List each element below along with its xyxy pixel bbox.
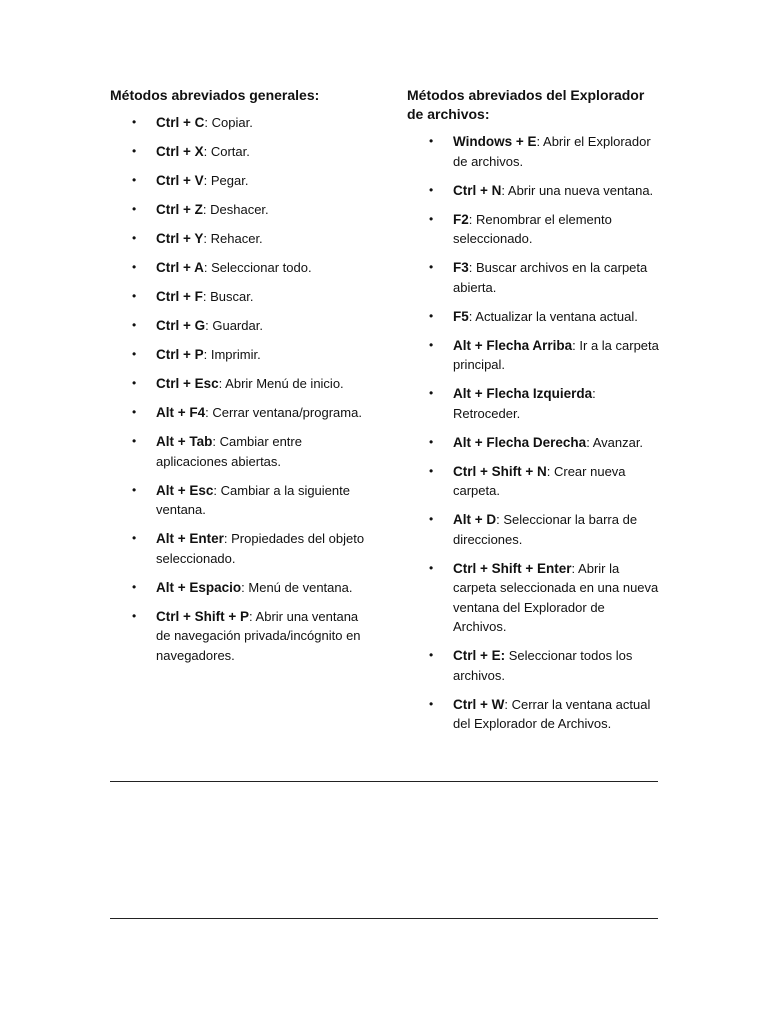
shortcut-description: : Abrir una nueva ventana. [501, 182, 654, 198]
shortcut-item [407, 695, 659, 734]
shortcut-keys: Ctrl + A [156, 260, 204, 275]
bullet-icon: • [429, 463, 434, 478]
shortcut-description: : Renombrar el elemento seleccionado. [453, 211, 612, 246]
bullet-icon: • [132, 231, 137, 245]
shortcut-item [407, 646, 659, 685]
horizontal-rule [110, 918, 658, 919]
shortcut-item [110, 316, 372, 336]
explorer-shortcuts-heading: Métodos abreviados del Explorador de archivos: [407, 87, 645, 122]
shortcut-keys: Ctrl + F [156, 289, 203, 304]
shortcut-description: : Cerrar la ventana actual del Explorador de Archivos. [453, 696, 651, 731]
bullet-icon: • [132, 347, 137, 361]
shortcut-item [407, 433, 659, 453]
bullet-icon: • [132, 115, 137, 129]
shortcut-keys: Alt + Esc [156, 482, 214, 498]
shortcut-item [407, 462, 659, 501]
bullet-icon: • [132, 260, 137, 274]
shortcut-description: : Buscar archivos en la carpeta abierta. [453, 260, 648, 295]
shortcut-keys: Alt + Flecha Arriba [453, 337, 573, 353]
bullet-icon: • [429, 211, 434, 226]
shortcut-item [407, 559, 659, 637]
shortcut-description: : Seleccionar la barra de direcciones. [453, 512, 638, 547]
bullet-icon: • [132, 482, 137, 497]
bullet-icon: • [132, 434, 137, 448]
shortcut-keys: Alt + D [453, 512, 497, 527]
shortcut-description: : Cambiar entre aplicaciones abiertas. [156, 434, 302, 469]
bullet-icon: • [132, 173, 137, 187]
bullet-icon: • [132, 405, 137, 419]
bullet-icon: • [429, 512, 434, 526]
shortcut-description: : Cambiar a la siguiente ventana. [156, 482, 350, 517]
shortcut-description: : Actualizar la ventana actual. [468, 308, 638, 324]
shortcut-description: : Rehacer. [203, 231, 263, 246]
shortcut-keys: F2 [453, 211, 469, 227]
shortcut-description: Seleccionar todos los archivos. [453, 648, 633, 683]
shortcut-keys: Ctrl + N [453, 182, 502, 198]
shortcut-item [110, 200, 372, 220]
general-shortcuts-list [110, 113, 372, 665]
shortcut-keys: Alt + Flecha Derecha [453, 434, 587, 450]
shortcut-description: : Guardar. [205, 318, 263, 333]
shortcut-description: : Pegar. [203, 173, 249, 188]
shortcut-description: : Crear nueva carpeta. [453, 463, 626, 498]
shortcut-keys: Alt + Enter [156, 531, 224, 546]
shortcut-description: : Cortar. [203, 144, 250, 159]
explorer-shortcuts-list [407, 132, 659, 734]
bullet-icon: • [429, 260, 434, 274]
shortcut-item [407, 210, 659, 249]
shortcut-description: : Abrir el Explorador de archivos. [453, 134, 651, 169]
shortcut-keys: Ctrl + Shift + Enter [453, 560, 572, 576]
shortcut-keys: Ctrl + Z [156, 202, 203, 217]
general-shortcuts-section [110, 86, 372, 675]
bullet-icon: • [132, 531, 137, 545]
shortcut-description: : Abrir una ventana de navegación privada/incógnito en navegadores. [156, 608, 361, 663]
shortcut-keys: Ctrl + E: [453, 648, 506, 663]
shortcut-description: : Deshacer. [202, 202, 269, 217]
shortcut-item [407, 307, 659, 327]
shortcut-item [110, 481, 372, 520]
shortcut-keys: Ctrl + G [156, 318, 206, 333]
shortcut-description: : Abrir Menú de inicio. [218, 376, 344, 391]
shortcut-keys: Ctrl + Shift + P [156, 608, 250, 624]
shortcut-description: : Menú de ventana. [241, 579, 353, 595]
shortcut-keys: Alt + Tab [156, 434, 213, 449]
shortcut-keys: Windows + E [453, 134, 537, 149]
general-shortcuts-heading: Métodos abreviados generales: [110, 87, 320, 103]
shortcut-keys: F3 [453, 260, 469, 275]
shortcut-description: : Propiedades del objeto seleccionado. [156, 531, 365, 566]
shortcut-keys: Ctrl + C [156, 115, 205, 130]
bullet-icon: • [132, 318, 137, 332]
shortcut-item [407, 181, 659, 201]
bullet-icon: • [429, 308, 434, 323]
shortcut-description: : Buscar. [202, 289, 254, 304]
shortcut-item [110, 258, 372, 278]
shortcut-keys: Alt + F4 [156, 405, 206, 420]
bullet-icon: • [132, 608, 137, 623]
shortcut-description: : Ir a la carpeta principal. [453, 337, 659, 372]
shortcut-item [407, 132, 659, 171]
shortcut-keys: Ctrl + V [156, 173, 204, 188]
shortcut-item [110, 229, 372, 249]
bullet-icon: • [132, 144, 137, 158]
shortcut-description: : Retroceder. [453, 386, 596, 421]
bullet-icon: • [429, 696, 434, 711]
shortcut-item [407, 258, 659, 297]
shortcut-keys: Ctrl + X [156, 144, 204, 159]
shortcut-keys: Ctrl + P [156, 347, 204, 362]
bullet-icon: • [429, 182, 434, 197]
shortcut-keys: F5 [453, 308, 469, 324]
shortcut-item [110, 171, 372, 191]
shortcut-item [407, 384, 659, 423]
bullet-icon: • [429, 386, 434, 400]
bullet-icon: • [132, 376, 137, 390]
bullet-icon: • [429, 434, 434, 449]
shortcut-item [110, 287, 372, 307]
shortcut-description: : Seleccionar todo. [203, 260, 312, 275]
shortcut-keys: Alt + Flecha Izquierda [453, 386, 593, 401]
horizontal-rule [110, 781, 658, 782]
bullet-icon: • [132, 579, 137, 594]
shortcut-description: : Copiar. [204, 115, 253, 130]
shortcut-keys: Ctrl + Y [156, 231, 204, 246]
bullet-icon: • [429, 560, 434, 575]
shortcut-keys: Ctrl + W [453, 696, 505, 712]
shortcut-item [110, 374, 372, 394]
shortcut-item [110, 578, 372, 598]
shortcut-description: : Avanzar. [586, 434, 644, 450]
shortcut-item [110, 529, 372, 568]
shortcut-description: : Cerrar ventana/programa. [205, 405, 362, 420]
bullet-icon: • [429, 648, 434, 662]
bullet-icon: • [132, 202, 137, 216]
shortcut-keys: Ctrl + Esc [156, 376, 219, 391]
explorer-shortcuts-section [407, 86, 659, 743]
shortcut-item [407, 510, 659, 549]
shortcut-item [110, 142, 372, 162]
shortcut-item [110, 432, 372, 471]
shortcut-keys: Ctrl + Shift + N [453, 463, 547, 479]
bullet-icon: • [429, 337, 434, 352]
shortcut-item [110, 113, 372, 133]
shortcut-description: : Abrir la carpeta seleccionada en una nueva ventana del Explorador de Archivos. [453, 560, 659, 634]
shortcut-keys: Alt + Espacio [156, 579, 242, 595]
shortcut-description: : Imprimir. [203, 347, 261, 362]
shortcut-item [407, 336, 659, 375]
bullet-icon: • [429, 134, 434, 148]
bullet-icon: • [132, 289, 137, 303]
shortcut-item [110, 403, 372, 423]
shortcut-item [110, 607, 372, 666]
shortcut-item [110, 345, 372, 365]
